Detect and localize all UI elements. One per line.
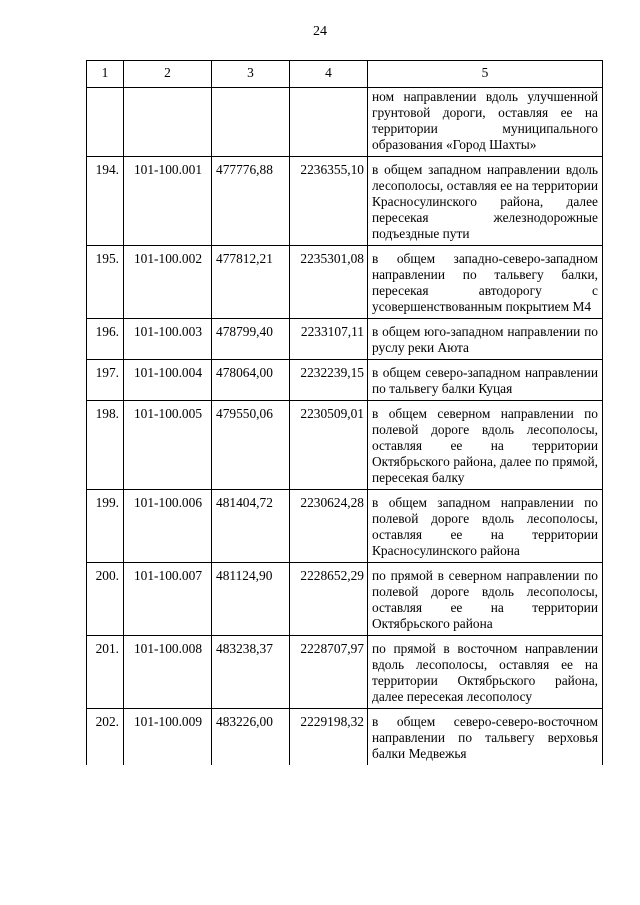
row-number: 195.	[87, 246, 124, 319]
point-code: 101-100.007	[124, 563, 212, 636]
continuation-cell-2	[124, 88, 212, 157]
point-code: 101-100.009	[124, 709, 212, 766]
point-code: 101-100.004	[124, 360, 212, 401]
point-code: 101-100.003	[124, 319, 212, 360]
coordinate-x: 477776,88	[212, 157, 290, 246]
boundary-description: в общем северном направлении по полевой дороге вдоль лесополосы, оставляя ее на территории Октябрьского района, далее по прямой, пересекая балку	[368, 401, 603, 490]
point-code: 101-100.008	[124, 636, 212, 709]
boundary-description: по прямой в восточном направлении вдоль лесополосы, оставляя ее на территории Октябрьского района, далее пересекая лесополосу	[368, 636, 603, 709]
boundary-description: в общем северо-западном направлении по тальвегу балки Куцая	[368, 360, 603, 401]
boundary-points-table	[86, 60, 603, 765]
boundary-description: в общем западном направлении по полевой дороге вдоль лесополосы, оставляя ее на территории Красносулинского района	[368, 490, 603, 563]
table-row	[87, 563, 603, 636]
coordinate-x: 481404,72	[212, 490, 290, 563]
row-number: 196.	[87, 319, 124, 360]
coordinate-x: 481124,90	[212, 563, 290, 636]
coordinate-y: 2229198,32	[290, 709, 368, 766]
row-number: 202.	[87, 709, 124, 766]
table-row	[87, 246, 603, 319]
point-code: 101-100.005	[124, 401, 212, 490]
row-number: 198.	[87, 401, 124, 490]
coordinate-y: 2230624,28	[290, 490, 368, 563]
coordinate-x: 483226,00	[212, 709, 290, 766]
coordinate-y: 2236355,10	[290, 157, 368, 246]
row-number: 201.	[87, 636, 124, 709]
continuation-cell-3	[212, 88, 290, 157]
continuation-row	[87, 88, 603, 157]
coordinate-x: 477812,21	[212, 246, 290, 319]
row-number: 194.	[87, 157, 124, 246]
coordinate-y: 2228652,29	[290, 563, 368, 636]
coordinate-x: 479550,06	[212, 401, 290, 490]
continuation-cell-1	[87, 88, 124, 157]
coordinate-x: 483238,37	[212, 636, 290, 709]
coordinate-x: 478064,00	[212, 360, 290, 401]
table-row	[87, 401, 603, 490]
coordinate-y: 2233107,11	[290, 319, 368, 360]
boundary-description: по прямой в северном направлении по полевой дороге вдоль лесополосы, оставляя ее на территории Октябрьского района	[368, 563, 603, 636]
header-col-1: 1	[87, 61, 124, 88]
boundary-description: в общем юго-западном направлении по руслу реки Аюта	[368, 319, 603, 360]
coordinate-y: 2235301,08	[290, 246, 368, 319]
row-number: 199.	[87, 490, 124, 563]
coordinate-x: 478799,40	[212, 319, 290, 360]
table-row	[87, 319, 603, 360]
boundary-description: в общем северо-северо-восточном направлении по тальвегу верховья балки Медвежья	[368, 709, 603, 766]
point-code: 101-100.001	[124, 157, 212, 246]
header-col-3: 3	[212, 61, 290, 88]
table-row	[87, 157, 603, 246]
table-row	[87, 490, 603, 563]
header-col-4: 4	[290, 61, 368, 88]
continuation-cell-4	[290, 88, 368, 157]
coordinate-y: 2228707,97	[290, 636, 368, 709]
table-row	[87, 360, 603, 401]
header-col-2: 2	[124, 61, 212, 88]
continuation-description: ном направлении вдоль улучшенной грунтовой дороги, оставляя ее на территории муниципального образования «Город Шахты»	[368, 88, 603, 157]
boundary-description: в общем западно-северо-западном направлении по тальвегу балки, пересекая автодорогу с усовершенствованным покрытием М4	[368, 246, 603, 319]
coordinate-y: 2230509,01	[290, 401, 368, 490]
header-col-5: 5	[368, 61, 603, 88]
row-number: 200.	[87, 563, 124, 636]
row-number: 197.	[87, 360, 124, 401]
table-header-row	[87, 61, 603, 88]
point-code: 101-100.006	[124, 490, 212, 563]
table-row	[87, 709, 603, 766]
table-row	[87, 636, 603, 709]
point-code: 101-100.002	[124, 246, 212, 319]
boundary-description: в общем западном направлении вдоль лесополосы, оставляя ее на территории Красносулинского района, далее пересекая железнодорожные подъездные пути	[368, 157, 603, 246]
coordinate-y: 2232239,15	[290, 360, 368, 401]
page-number: 24	[313, 24, 327, 39]
